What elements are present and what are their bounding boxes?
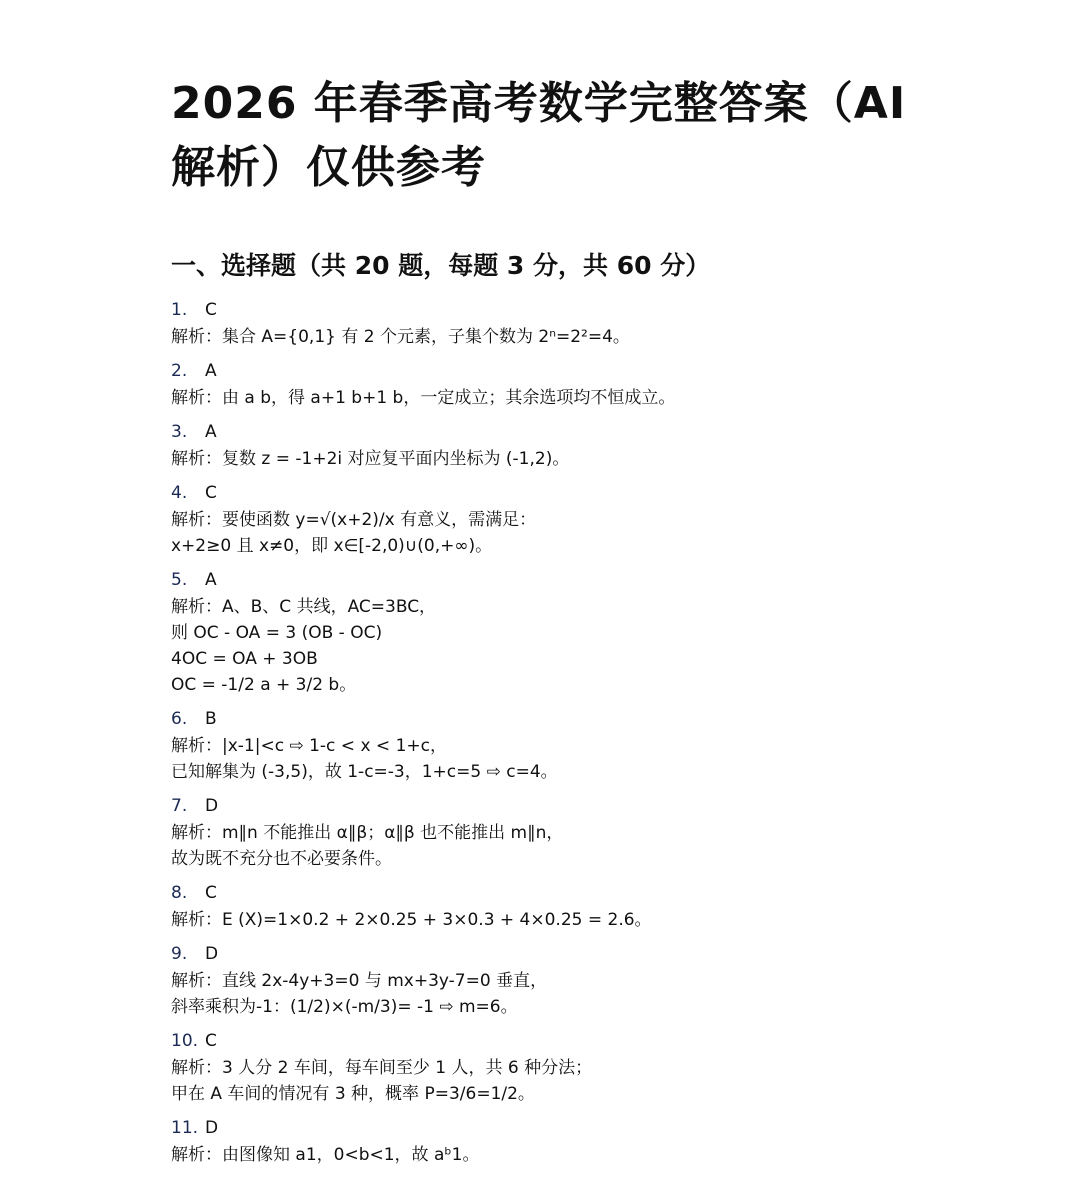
explanation-line: 解析：m∥n 不能推出 α∥β；α∥β 也不能推出 m∥n， xyxy=(171,823,564,843)
answer-line xyxy=(171,879,1031,907)
explanation-line: 则 OC - OA = 3 (OB - OC) xyxy=(171,623,383,643)
explanation-line: 4OC = OA + 3OB xyxy=(171,649,318,669)
explanation-line: 解析：A、B、C 共线，AC=3BC， xyxy=(171,597,437,617)
answer-choice: B xyxy=(205,709,217,729)
answer-line xyxy=(171,418,1031,446)
answer-choice: D xyxy=(205,796,219,816)
question-number: 4. xyxy=(171,483,188,503)
question-number: 7. xyxy=(171,796,188,816)
answer-item xyxy=(171,566,1031,698)
answer-line xyxy=(171,566,1031,594)
question-number: 1. xyxy=(171,300,188,320)
explanation-line: 解析：|x-1|<c ⇨ 1-c < x < 1+c， xyxy=(171,736,447,756)
answer-choice: D xyxy=(205,944,219,964)
answer-line xyxy=(171,296,1031,324)
explanation-line: 解析：由 a b，得 a+1 b+1 b，一定成立；其余选项均不恒成立。 xyxy=(171,388,676,408)
answer-choice: C xyxy=(205,1031,217,1051)
answer-item xyxy=(171,1114,1031,1168)
answer-item xyxy=(171,940,1031,1020)
question-number: 11. xyxy=(171,1118,199,1138)
answer-choice: C xyxy=(205,483,217,503)
explanation-line: 解析：要使函数 y=√(x+2)/x 有意义，需满足： xyxy=(171,510,537,530)
question-number: 5. xyxy=(171,570,188,590)
question-number: 6. xyxy=(171,709,188,729)
answer-choice: A xyxy=(205,570,217,590)
explanation-line: OC = -1/2 a + 3/2 b。 xyxy=(171,675,357,695)
answer-item xyxy=(171,792,1031,872)
answer-choice: C xyxy=(205,883,217,903)
answer-line xyxy=(171,1114,1031,1142)
explanation-line: 解析：E (X)=1×0.2 + 2×0.25 + 3×0.3 + 4×0.25 = 2.6。 xyxy=(171,910,652,930)
answer-line xyxy=(171,792,1031,820)
answer-line xyxy=(171,479,1031,507)
question-number: 8. xyxy=(171,883,188,903)
answer-item xyxy=(171,705,1031,785)
question-number: 2. xyxy=(171,361,188,381)
answer-choice: D xyxy=(205,1118,219,1138)
answer-choice: A xyxy=(205,422,217,442)
explanation-line: 故为既不充分也不必要条件。 xyxy=(171,849,392,869)
explanation-line: 解析：直线 2x-4y+3=0 与 mx+3y-7=0 垂直， xyxy=(171,971,548,991)
answer-choice: C xyxy=(205,300,217,320)
answer-line xyxy=(171,940,1031,968)
explanation-line: 解析：3 人分 2 车间，每车间至少 1 人，共 6 种分法； xyxy=(171,1058,593,1078)
answer-choice: A xyxy=(205,361,217,381)
answer-item xyxy=(171,296,1031,350)
answer-item xyxy=(171,418,1031,472)
answer-line xyxy=(171,705,1031,733)
explanation-line: 斜率乘积为-1：(1/2)×(-m/3)= -1 ⇨ m=6。 xyxy=(171,997,518,1017)
explanation-line: 解析：集合 A={0,1} 有 2 个元素，子集个数为 2ⁿ=2²=4。 xyxy=(171,327,630,347)
answer-list xyxy=(171,296,1031,1175)
answer-item xyxy=(171,479,1031,559)
question-number: 3. xyxy=(171,422,188,442)
explanation-line: x+2≥0 且 x≠0，即 x∈[-2,0)∪(0,+∞)。 xyxy=(171,536,493,556)
explanation-line: 解析：复数 z = -1+2i 对应复平面内坐标为 (-1,2)。 xyxy=(171,449,570,469)
answer-item xyxy=(171,1027,1031,1107)
section-heading: 一、选择题（共 20 题，每题 3 分，共 60 分） xyxy=(171,251,711,280)
answer-line xyxy=(171,357,1031,385)
document-title: 2026 年春季高考数学完整答案（AI 解析）仅供参考 xyxy=(171,78,907,193)
answer-item xyxy=(171,357,1031,411)
explanation-line: 甲在 A 车间的情况有 3 种，概率 P=3/6=1/2。 xyxy=(171,1084,535,1104)
answer-item xyxy=(171,879,1031,933)
explanation-line: 已知解集为 (-3,5)，故 1-c=-3，1+c=5 ⇨ c=4。 xyxy=(171,762,558,782)
question-number: 9. xyxy=(171,944,188,964)
question-number: 10. xyxy=(171,1031,199,1051)
explanation-line: 解析：由图像知 a1，0<b<1，故 aᵇ1。 xyxy=(171,1145,480,1165)
answer-line xyxy=(171,1027,1031,1055)
